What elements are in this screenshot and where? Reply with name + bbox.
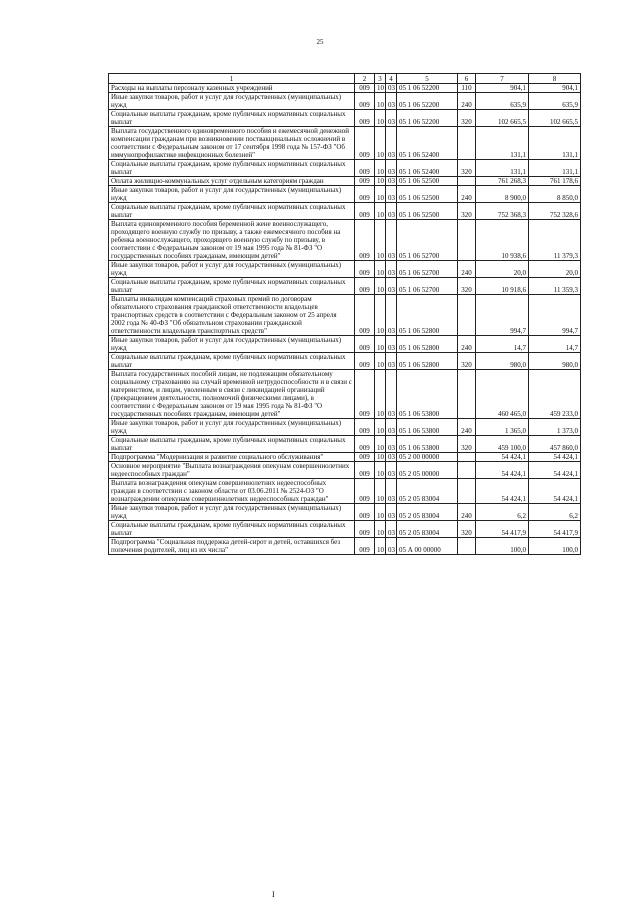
row-name-cell: Социальные выплаты гражданам, кроме публичных нормативных социальных выплат [109,521,355,538]
section-code-cell: 10 [375,436,386,453]
admin-code-cell: 009 [355,295,375,336]
expense-type-cell: 240 [458,419,476,436]
row-name-cell: Социальные выплаты гражданам, кроме публичных нормативных социальных выплат [109,353,355,370]
target-article-cell: 05 2 05 00000 [397,462,458,479]
section-code-cell: 10 [375,278,386,295]
subsection-code-cell: 03 [386,436,397,453]
admin-code-cell: 009 [355,479,375,504]
table-row [109,93,581,110]
amount-cell-year2: 904,1 [529,84,581,93]
expense-type-cell: 240 [458,93,476,110]
amount-cell-year1: 459 100,0 [476,436,529,453]
subsection-code-cell: 03 [386,220,397,261]
table-row [109,127,581,160]
table-row [109,370,581,419]
amount-cell-year1: 8 900,0 [476,186,529,203]
row-name-cell: Иные закупки товаров, работ и услуг для государственных (муниципальных) нужд [109,93,355,110]
admin-code-cell: 009 [355,220,375,261]
table-row [109,203,581,220]
column-header: 5 [397,74,458,84]
target-article-cell: 05 1 06 52200 [397,84,458,93]
target-article-cell: 05 1 06 52400 [397,127,458,160]
row-name-cell: Выплата единовременного пособия беременной жене военнослужащего, проходящего военную службу по призыву, а также ежемесячного пособия на ребенка военнослужащего, проходящего военную службу по призыву, в соответствии с Федеральным законом от 19 мая 1995 года № 81-ФЗ "О государственных пособиях гражданам, имеющим детей" [109,220,355,261]
subsection-code-cell: 03 [386,177,397,186]
row-name-cell: Социальные выплаты гражданам, кроме публичных нормативных социальных выплат [109,110,355,127]
page-number: 25 [316,38,324,46]
admin-code-cell: 009 [355,186,375,203]
section-code-cell: 10 [375,177,386,186]
amount-cell-year1: 6,2 [476,504,529,521]
row-name-cell: Выплата вознаграждения опекунам совершеннолетних недееспособных граждан в соответствии с законом области от 03.06.2011 № 2524-ОЗ "О вознаграждении опекунам совершеннолетних недееспособных граждан" [109,479,355,504]
table-row [109,462,581,479]
expense-type-cell [458,370,476,419]
expense-type-cell: 320 [458,203,476,220]
target-article-cell: 05 1 06 52800 [397,336,458,353]
amount-cell-year2: 102 665,5 [529,110,581,127]
expense-type-cell [458,127,476,160]
amount-cell-year1: 54 424,1 [476,453,529,462]
table-header-row [109,74,581,84]
row-name-cell: Социальные выплаты гражданам, кроме публичных нормативных социальных выплат [109,436,355,453]
amount-cell-year2: 11 359,3 [529,278,581,295]
expense-type-cell [458,177,476,186]
admin-code-cell: 009 [355,336,375,353]
subsection-code-cell: 03 [386,336,397,353]
section-code-cell: 10 [375,538,386,555]
target-article-cell: 05 2 00 00000 [397,453,458,462]
admin-code-cell: 009 [355,127,375,160]
table-row [109,84,581,93]
target-article-cell: 05 2 05 83004 [397,521,458,538]
table-row [109,419,581,436]
table-row [109,261,581,278]
table-row [109,278,581,295]
table-row [109,336,581,353]
table-row [109,110,581,127]
row-name-cell: Подпрограмма "Социальная поддержка детей-сирот и детей, оставшихся без попечения родителей, лиц из их числа" [109,538,355,555]
section-code-cell: 10 [375,220,386,261]
amount-cell-year1: 54 417,9 [476,521,529,538]
admin-code-cell: 009 [355,203,375,220]
admin-code-cell: 009 [355,462,375,479]
subsection-code-cell: 03 [386,504,397,521]
row-name-cell: Оплата жилищно-коммунальных услуг отдельным категориям граждан [109,177,355,186]
expense-type-cell: 320 [458,521,476,538]
table-row [109,220,581,261]
row-name-cell: Подпрограмма "Модернизация и развитие социального обслуживания" [109,453,355,462]
column-header: 6 [458,74,476,84]
admin-code-cell: 009 [355,353,375,370]
row-name-cell: Социальные выплаты гражданам, кроме публичных нормативных социальных выплат [109,160,355,177]
target-article-cell: 05 2 05 83004 [397,479,458,504]
column-header: 7 [476,74,529,84]
subsection-code-cell: 03 [386,538,397,555]
target-article-cell: 05 1 06 53800 [397,370,458,419]
table-row [109,521,581,538]
admin-code-cell: 009 [355,160,375,177]
amount-cell-year1: 100,0 [476,538,529,555]
table-row [109,186,581,203]
amount-cell-year1: 1 365,0 [476,419,529,436]
expense-type-cell: 320 [458,436,476,453]
table-row [109,160,581,177]
table-row [109,479,581,504]
subsection-code-cell: 03 [386,479,397,504]
admin-code-cell: 009 [355,453,375,462]
row-name-cell: Иные закупки товаров, работ и услуг для государственных (муниципальных) нужд [109,504,355,521]
amount-cell-year2: 14,7 [529,336,581,353]
amount-cell-year2: 11 379,3 [529,220,581,261]
section-code-cell: 10 [375,419,386,436]
amount-cell-year2: 100,0 [529,538,581,555]
amount-cell-year2: 6,2 [529,504,581,521]
subsection-code-cell: 03 [386,353,397,370]
amount-cell-year1: 20,0 [476,261,529,278]
amount-cell-year2: 54 424,1 [529,453,581,462]
expense-type-cell: 320 [458,110,476,127]
row-name-cell: Основное мероприятие "Выплата вознаграждения опекунам совершеннолетних недееспособных граждан" [109,462,355,479]
expense-type-cell [458,538,476,555]
table-row [109,504,581,521]
amount-cell-year2: 980,0 [529,353,581,370]
table-body [109,74,581,555]
row-name-cell: Иные закупки товаров, работ и услуг для государственных (муниципальных) нужд [109,186,355,203]
expense-type-cell: 320 [458,278,476,295]
expense-type-cell: 110 [458,84,476,93]
amount-cell-year1: 54 424,1 [476,479,529,504]
section-code-cell: 10 [375,110,386,127]
amount-cell-year1: 904,1 [476,84,529,93]
amount-cell-year1: 54 424,1 [476,462,529,479]
admin-code-cell: 009 [355,436,375,453]
amount-cell-year2: 761 178,6 [529,177,581,186]
subsection-code-cell: 03 [386,84,397,93]
subsection-code-cell: 03 [386,419,397,436]
admin-code-cell: 009 [355,110,375,127]
amount-cell-year2: 54 417,9 [529,521,581,538]
table-row [109,436,581,453]
amount-cell-year2: 457 860,0 [529,436,581,453]
subsection-code-cell: 03 [386,127,397,160]
admin-code-cell: 009 [355,370,375,419]
subsection-code-cell: 03 [386,186,397,203]
amount-cell-year2: 8 850,0 [529,186,581,203]
target-article-cell: 05 1 06 53800 [397,436,458,453]
target-article-cell: 05 1 06 52800 [397,295,458,336]
row-name-cell: Выплаты инвалидам компенсаций страховых премий по договорам обязательного страхования гражданской ответственности владельцев транспортных средств в соответствии с Федеральным законом от 25 апреля 2002 года № 40-ФЗ "Об обязательном страховании гражданской ответственности владельцев транспортных средств" [109,295,355,336]
section-code-cell: 10 [375,127,386,160]
target-article-cell: 05 1 06 52700 [397,278,458,295]
amount-cell-year2: 131,1 [529,160,581,177]
table-row [109,538,581,555]
target-article-cell: 05 1 06 52500 [397,186,458,203]
row-name-cell: Иные закупки товаров, работ и услуг для государственных (муниципальных) нужд [109,261,355,278]
section-code-cell: 10 [375,186,386,203]
admin-code-cell: 009 [355,521,375,538]
amount-cell-year2: 1 373,0 [529,419,581,436]
row-name-cell: Социальные выплаты гражданам, кроме публичных нормативных социальных выплат [109,278,355,295]
section-code-cell: 10 [375,479,386,504]
table-row [109,353,581,370]
admin-code-cell: 009 [355,93,375,110]
target-article-cell: 05 1 06 52500 [397,177,458,186]
expense-type-cell [458,295,476,336]
row-name-cell: Социальные выплаты гражданам, кроме публичных нормативных социальных выплат [109,203,355,220]
column-header: 8 [529,74,581,84]
admin-code-cell: 009 [355,538,375,555]
section-code-cell: 10 [375,521,386,538]
target-article-cell: 05 1 06 52700 [397,220,458,261]
amount-cell-year2: 20,0 [529,261,581,278]
section-code-cell: 10 [375,160,386,177]
subsection-code-cell: 03 [386,370,397,419]
target-article-cell: 05 1 06 53800 [397,419,458,436]
subsection-code-cell: 03 [386,453,397,462]
column-header: 2 [355,74,375,84]
amount-cell-year1: 635,9 [476,93,529,110]
row-name-cell: Выплата государственного единовременного пособия и ежемесячной денежной компенсации гражданам при возникновении поствакцинальных осложнений в соответствии с Федеральным законом от 17 сентября 1998 года № 157-ФЗ "Об иммунопрофилактике инфекционных болезней" [109,127,355,160]
target-article-cell: 05 1 06 52800 [397,353,458,370]
subsection-code-cell: 03 [386,160,397,177]
subsection-code-cell: 03 [386,295,397,336]
admin-code-cell: 009 [355,278,375,295]
expense-type-cell: 320 [458,160,476,177]
expense-type-cell: 320 [458,353,476,370]
amount-cell-year2: 54 424,1 [529,479,581,504]
section-code-cell: 10 [375,462,386,479]
section-code-cell: 10 [375,336,386,353]
subsection-code-cell: 03 [386,278,397,295]
amount-cell-year1: 102 665,5 [476,110,529,127]
section-code-cell: 10 [375,93,386,110]
amount-cell-year2: 459 233,0 [529,370,581,419]
amount-cell-year1: 10 938,6 [476,220,529,261]
target-article-cell: 05 1 06 52400 [397,160,458,177]
amount-cell-year2: 752 328,6 [529,203,581,220]
admin-code-cell: 009 [355,177,375,186]
footer-mark: I [272,890,275,899]
column-header: 4 [386,74,397,84]
row-name-cell: Расходы на выплаты персоналу казенных учреждений [109,84,355,93]
section-code-cell: 10 [375,203,386,220]
target-article-cell: 05 1 06 52200 [397,110,458,127]
expense-type-cell [458,479,476,504]
section-code-cell: 10 [375,353,386,370]
row-name-cell: Иные закупки товаров, работ и услуг для государственных (муниципальных) нужд [109,336,355,353]
target-article-cell: 05 1 06 52200 [397,93,458,110]
amount-cell-year1: 761 268,3 [476,177,529,186]
subsection-code-cell: 03 [386,110,397,127]
target-article-cell: 05 1 06 52500 [397,203,458,220]
table-row [109,295,581,336]
amount-cell-year1: 994,7 [476,295,529,336]
admin-code-cell: 009 [355,261,375,278]
amount-cell-year2: 131,1 [529,127,581,160]
row-name-cell: Иные закупки товаров, работ и услуг для государственных (муниципальных) нужд [109,419,355,436]
amount-cell-year2: 635,9 [529,93,581,110]
target-article-cell: 05 1 06 52700 [397,261,458,278]
admin-code-cell: 009 [355,504,375,521]
amount-cell-year1: 14,7 [476,336,529,353]
expense-type-cell [458,453,476,462]
section-code-cell: 10 [375,504,386,521]
target-article-cell: 05 А 00 00000 [397,538,458,555]
amount-cell-year1: 131,1 [476,160,529,177]
section-code-cell: 10 [375,453,386,462]
subsection-code-cell: 03 [386,462,397,479]
row-name-cell: Выплата государственных пособий лицам, не подлежащим обязательному социальному страхованию на случай временной нетрудоспособности и в связи с материнством, и лицам, уволенным в связи с ликвидацией организаций (прекращением деятельности, полномочий физическими лицами), в соответствии с Федеральным законом от 19 мая 1995 года № 81-ФЗ "О государственных пособиях гражданам, имеющим детей" [109,370,355,419]
table-row [109,453,581,462]
subsection-code-cell: 03 [386,93,397,110]
subsection-code-cell: 03 [386,261,397,278]
expense-type-cell [458,462,476,479]
admin-code-cell: 009 [355,84,375,93]
budget-table [108,73,581,555]
column-header: 3 [375,74,386,84]
amount-cell-year1: 460 465,0 [476,370,529,419]
section-code-cell: 10 [375,261,386,278]
expense-type-cell: 240 [458,336,476,353]
expense-type-cell: 240 [458,261,476,278]
amount-cell-year1: 980,0 [476,353,529,370]
section-code-cell: 10 [375,295,386,336]
column-header: 1 [109,74,355,84]
admin-code-cell: 009 [355,419,375,436]
expense-type-cell: 240 [458,504,476,521]
amount-cell-year1: 752 368,3 [476,203,529,220]
expense-type-cell [458,220,476,261]
expense-type-cell: 240 [458,186,476,203]
section-code-cell: 10 [375,370,386,419]
section-code-cell: 10 [375,84,386,93]
amount-cell-year2: 54 424,1 [529,462,581,479]
table-row [109,177,581,186]
amount-cell-year1: 131,1 [476,127,529,160]
subsection-code-cell: 03 [386,521,397,538]
subsection-code-cell: 03 [386,203,397,220]
amount-cell-year1: 10 918,6 [476,278,529,295]
amount-cell-year2: 994,7 [529,295,581,336]
target-article-cell: 05 2 05 83004 [397,504,458,521]
